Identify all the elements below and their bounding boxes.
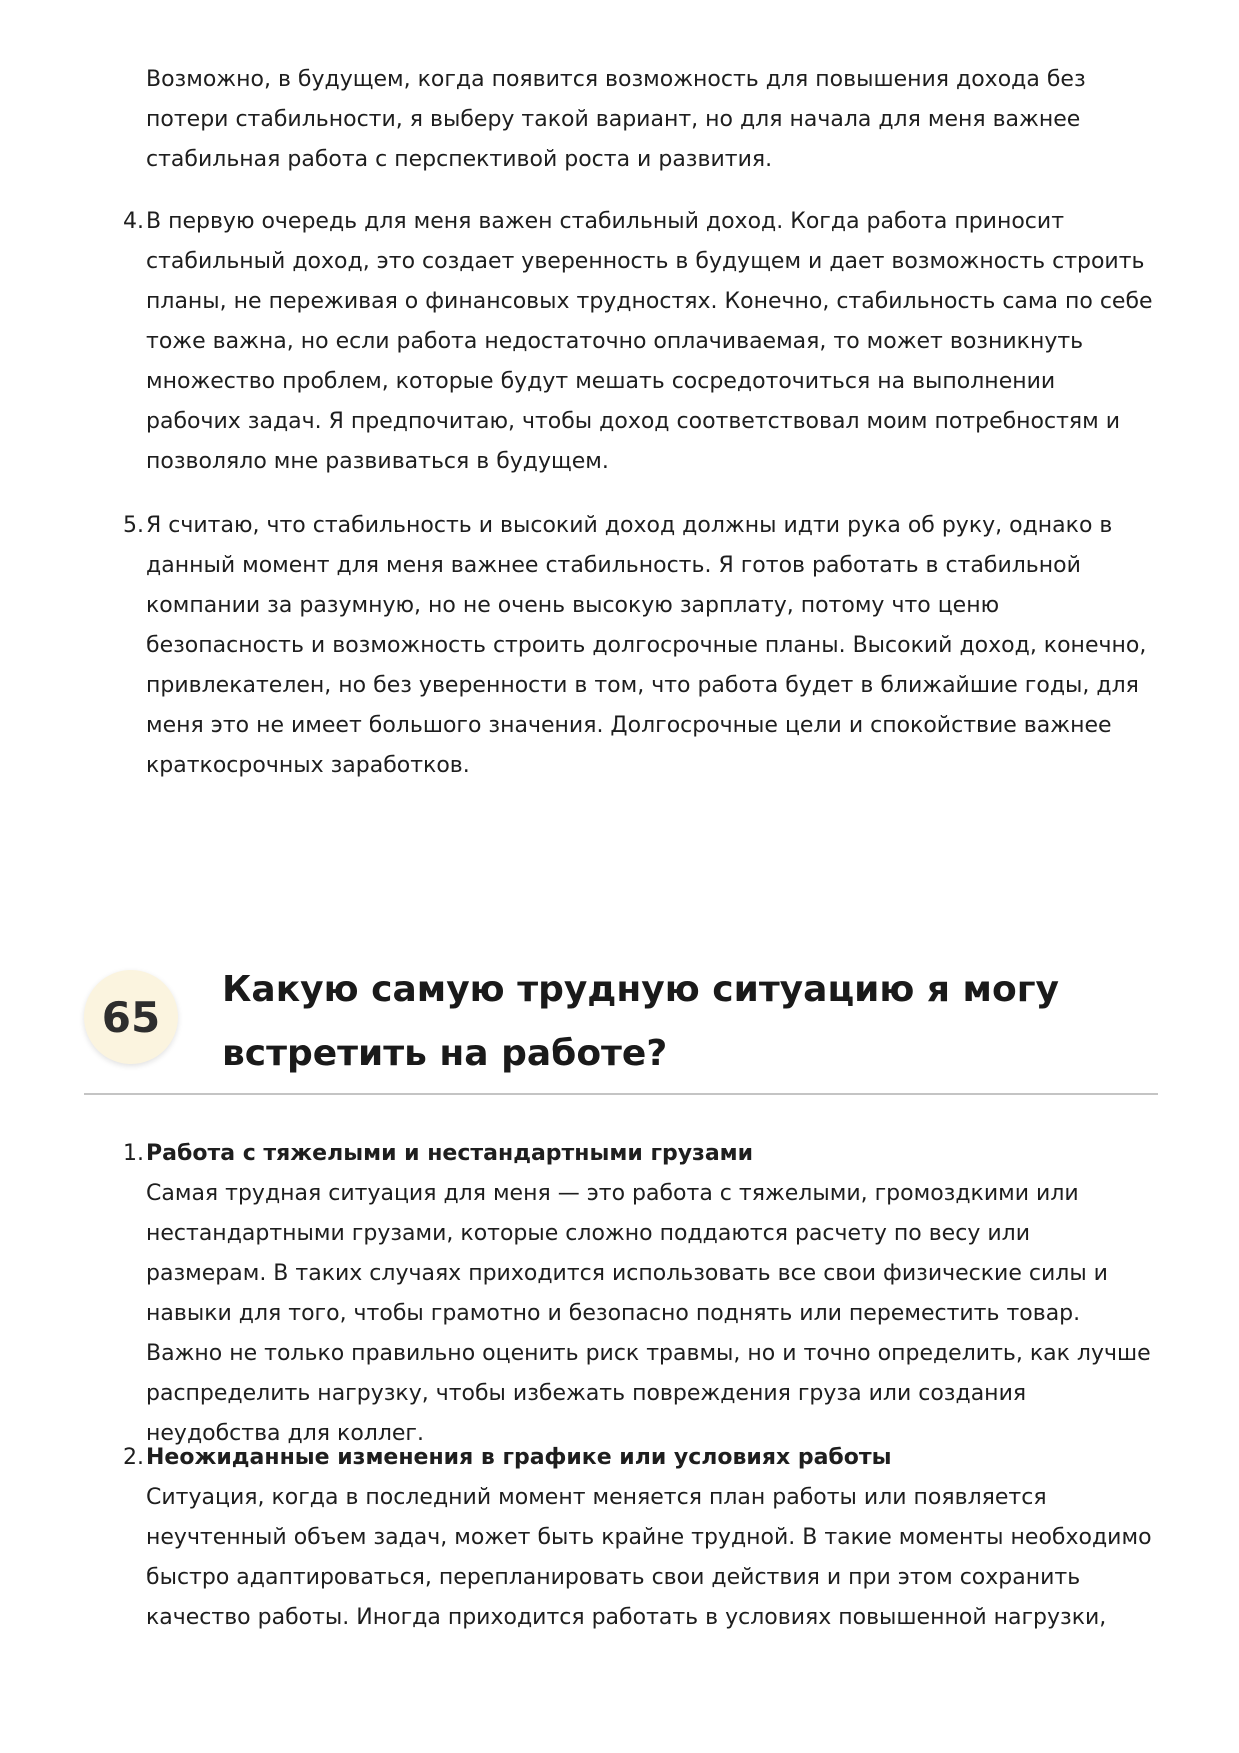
- situation-text: Ситуация, когда в последний момент меняется план работы или появляется неучтенный объем задач, может быть крайне трудной. В такие моменты необходимо быстро адаптироваться, перепланировать свои действия и при этом сохранить качество работы. Иногда приходится работать в условиях повышенной нагрузки,: [146, 1485, 1152, 1630]
- section-title: Какую самую трудную ситуацию я могу встретить на работе?: [222, 969, 1059, 1074]
- answer-item-5: [123, 506, 1156, 786]
- list-number: 2.: [123, 1445, 144, 1470]
- section-number-badge: 65: [84, 970, 178, 1064]
- list-number: 1.: [123, 1141, 144, 1166]
- situation-title: Неожиданные изменения в графике или условиях работы: [146, 1445, 892, 1470]
- intro-paragraph: Возможно, в будущем, когда появится возможность для повышения дохода без потери стабильности, я выберу такой вариант, но для начала для меня важнее стабильная работа с перспективой роста и развития.: [146, 67, 1086, 172]
- section-divider: [84, 1093, 1158, 1095]
- situation-item-2: [123, 1438, 1156, 1638]
- situation-text: Самая трудная ситуация для меня — это работа с тяжелыми, громоздкими или нестандартными грузами, которые сложно поддаются расчету по весу или размерам. В таких случаях приходится использовать все свои физические силы и навыки для того, чтобы грамотно и безопасно поднять или переместить товар. Важно не только правильно оценить риск травмы, но и точно определить, как лучше распределить нагрузку, чтобы избежать повреждения груза или создания неудобства для коллег.: [146, 1181, 1151, 1446]
- list-number: 5.: [123, 513, 144, 538]
- answer-text: В первую очередь для меня важен стабильный доход. Когда работа приносит стабильный доход, это создает уверенность в будущем и дает возможность строить планы, не переживая о финансовых трудностях. Конечно, стабильность сама по себе тоже важна, но если работа недостаточно оплачиваемая, то может возникнуть множество проблем, которые будут мешать сосредоточиться на выполнении рабочих задач. Я предпочитаю, чтобы доход соответствовал моим потребностям и позволяло мне развиваться в будущем.: [146, 209, 1153, 474]
- situation-item-1: [123, 1134, 1156, 1454]
- answer-text: Я считаю, что стабильность и высокий доход должны идти рука об руку, однако в данный момент для меня важнее стабильность. Я готов работать в стабильной компании за разумную, но не очень высокую зарплату, потому что ценю безопасность и возможность строить долгосрочные планы. Высокий доход, конечно, привлекателен, но без уверенности в том, что работа будет в ближайшие годы, для меня это не имеет большого значения. Долгосрочные цели и спокойствие важнее краткосрочных заработков.: [146, 513, 1147, 778]
- answer-item-4: [123, 202, 1156, 482]
- situation-title: Работа с тяжелыми и нестандартными грузами: [146, 1141, 754, 1166]
- list-number: 4.: [123, 209, 144, 234]
